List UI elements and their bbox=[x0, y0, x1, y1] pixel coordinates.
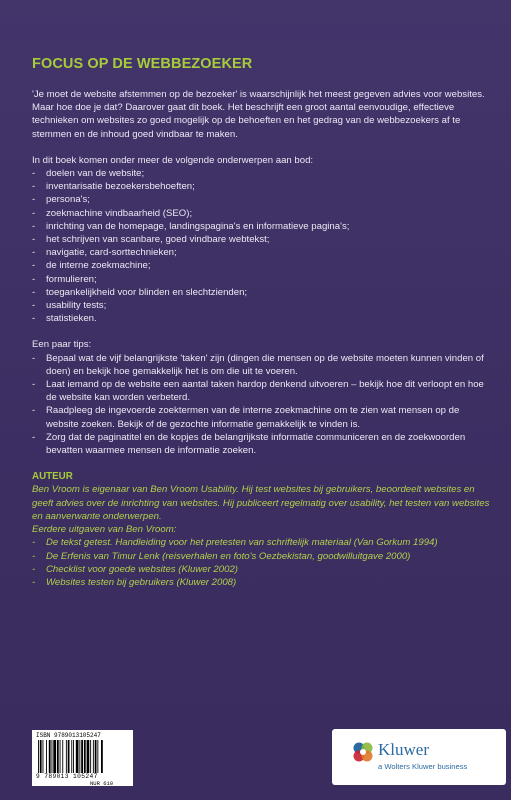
topics-list bbox=[32, 167, 492, 325]
list-item: - formulieren; bbox=[32, 273, 492, 286]
list-item: - de interne zoekmachine; bbox=[32, 259, 492, 272]
nur-code: NUR 610 bbox=[90, 780, 114, 787]
list-item: - Zorg dat de paginatitel en de kopjes de belangrijkste informatie communiceren en de zoekwoorden bevatten waarmee mensen de informatie zoeken. bbox=[32, 431, 492, 457]
list-item: - zoekmachine vindbaarheid (SEO); bbox=[32, 207, 492, 220]
list-item: - het schrijven van scanbare, goed vindbare webtekst; bbox=[32, 233, 492, 246]
cover-text bbox=[32, 88, 492, 589]
page-title: FOCUS OP DE WEBBEZOEKER bbox=[32, 56, 253, 72]
author-bio: Ben Vroom is eigenaar van Ben Vroom Usability. Hij test websites bij gebruikers, beoordeelt websites en geeft advies over de inrichting van websites. Hij publiceert regelmatig over usability, het testen van websites en aanverwante onderwerpen. bbox=[32, 484, 490, 522]
list-item: - toegankelijkheid voor blinden en slechtzienden; bbox=[32, 286, 492, 299]
isbn-label: ISBN 9789013105247 bbox=[36, 732, 101, 739]
list-item: - doelen van de website; bbox=[32, 167, 492, 180]
publisher-tagline: a Wolters Kluwer business bbox=[378, 762, 468, 771]
author-section bbox=[32, 483, 492, 589]
intro-paragraph: 'Je moet de website afstemmen op de bezoeker' is waarschijnlijk het meest gegeven advies voor websites. Maar hoe doe je dat? Daarover gaat dit boek. Het beschrijft een groot aantal eenvoudige, effectieve technieken om websites zo goed mogelijk op de behoeften en het gedrag van de webbezoekers af te stemmen en de inhoud goed vindbaar te maken. bbox=[32, 89, 485, 140]
list-item: - navigatie, card-sorttechnieken; bbox=[32, 246, 492, 259]
earlier-heading: Eerdere uitgaven van Ben Vroom: bbox=[32, 524, 177, 536]
topics-heading: In dit boek komen onder meer de volgende onderwerpen aan bod: bbox=[32, 154, 314, 166]
tips-list bbox=[32, 352, 492, 458]
list-item: - usability tests; bbox=[32, 299, 492, 312]
list-item: - De Erfenis van Timur Lenk (reisverhalen en foto's Oezbekistan, goodwilluitgave 2000) bbox=[32, 550, 492, 563]
list-item: - persona's; bbox=[32, 193, 492, 206]
list-item: - statistieken. bbox=[32, 312, 492, 325]
list-item: - Websites testen bij gebruikers (Kluwer 2008) bbox=[32, 576, 492, 589]
publisher-logo bbox=[332, 729, 506, 785]
barcode-number: 9 789013 105247 bbox=[36, 773, 98, 780]
list-item: - Laat iemand op de website een aantal taken hardop denkend uitvoeren – bekijk hoe dit verloopt en hoe de website kan worden verbeterd. bbox=[32, 378, 492, 404]
wolters-kluwer-logo-icon bbox=[352, 741, 374, 763]
list-item: - Raadpleeg de ingevoerde zoektermen van de interne zoekmachine om te zien wat mensen op de website zoeken. Bekijk of de gezochte informatie gemakkelijk te vinden is. bbox=[32, 404, 492, 430]
list-item: - Bepaal wat de vijf belangrijkste 'taken' zijn (dingen die mensen op de website moeten kunnen vinden of doen) en bekijk hoe gemakkelijk het is om die uit te voeren. bbox=[32, 352, 492, 378]
list-item: - inrichting van de homepage, landingspagina's en informatieve pagina's; bbox=[32, 220, 492, 233]
publisher-name: Kluwer bbox=[378, 740, 429, 759]
list-item: - inventarisatie bezoekersbehoeften; bbox=[32, 180, 492, 193]
tips-heading: Een paar tips: bbox=[32, 339, 92, 351]
barcode-bars bbox=[38, 740, 128, 773]
list-item: - Checklist voor goede websites (Kluwer 2002) bbox=[32, 563, 492, 576]
author-heading: AUTEUR bbox=[32, 471, 73, 483]
list-item: - De tekst getest. Handleiding voor het pretesten van schriftelijk materiaal (Van Gorkum 1994) bbox=[32, 536, 492, 549]
earlier-list bbox=[32, 536, 492, 589]
barcode bbox=[32, 730, 133, 786]
